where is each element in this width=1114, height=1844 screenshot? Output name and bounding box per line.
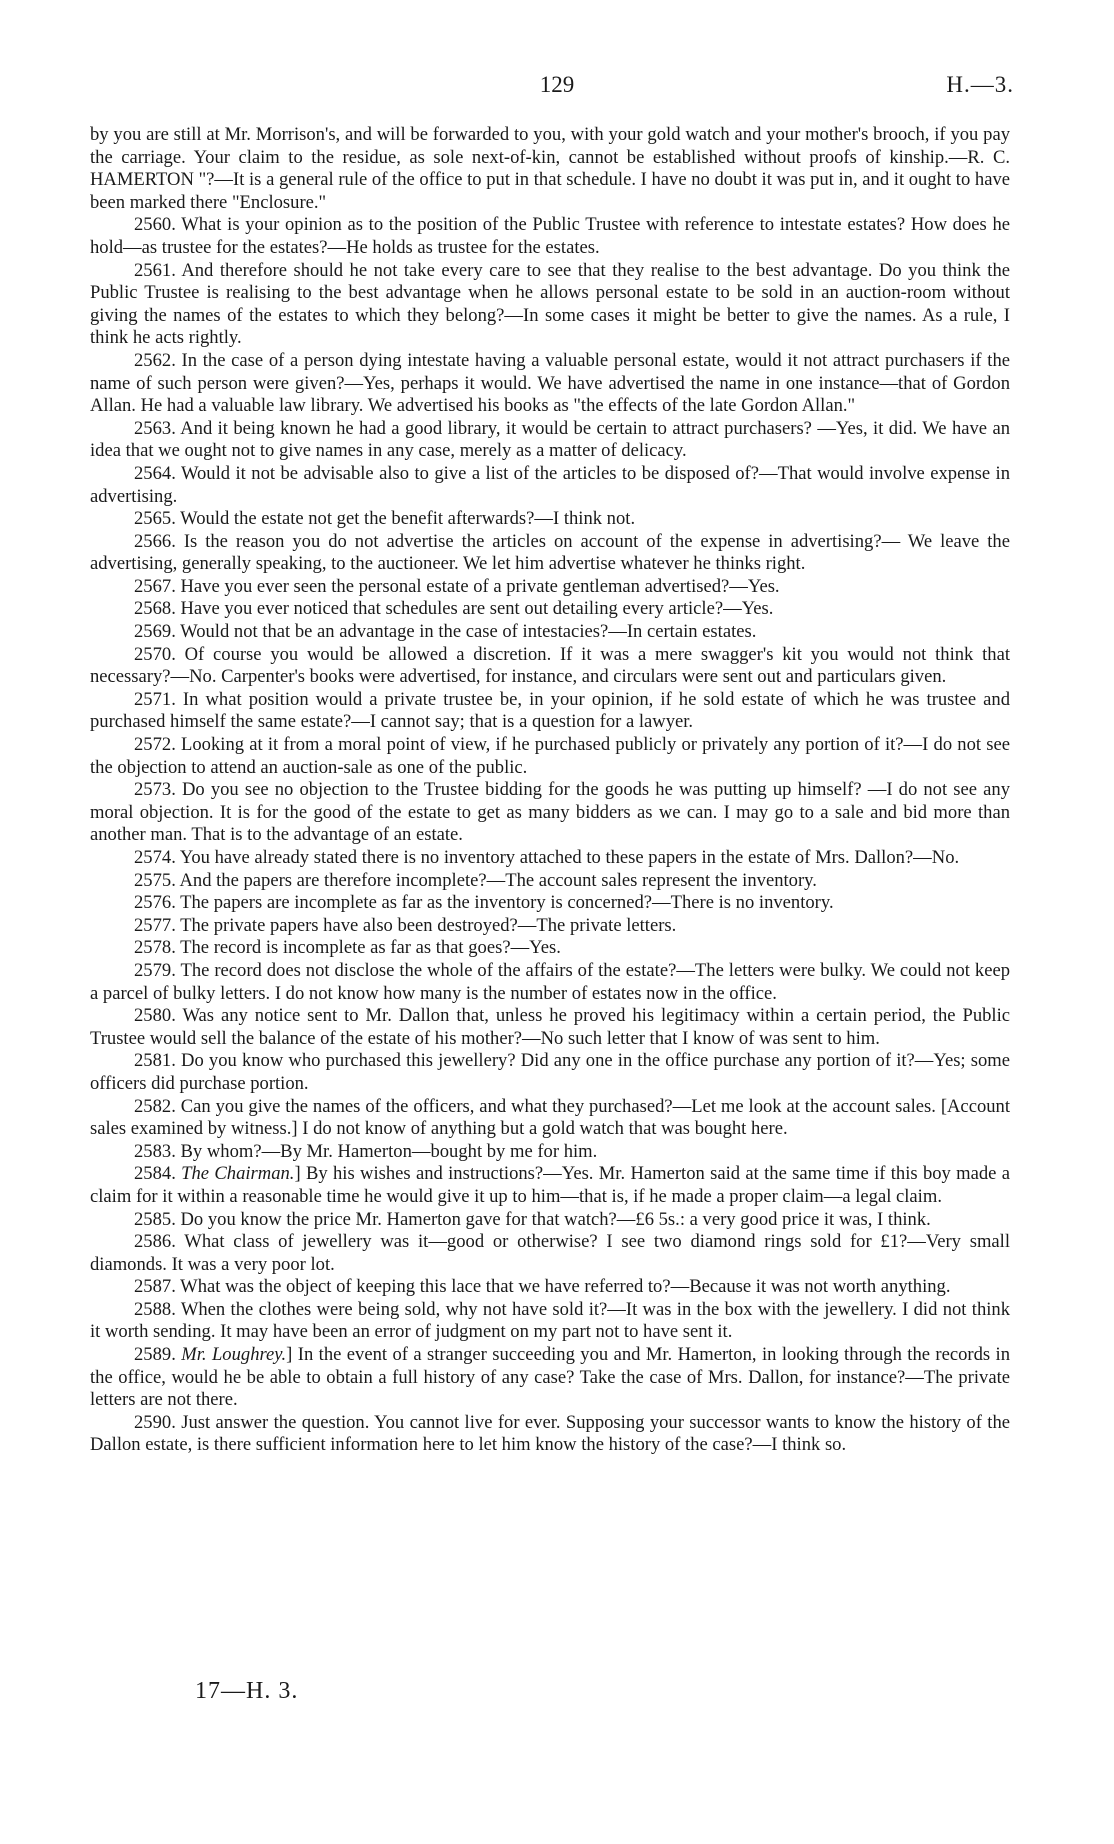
testimony-paragraph: [90, 960, 1010, 1005]
question-answer-text: Can you give the names of the officers, and what they purchased?—Let me look at the account sales. [Account sales examined by witness.] I do not know of anything but a gold watch that was bought here.: [90, 1095, 1010, 1140]
testimony-paragraph: [90, 937, 1010, 960]
question-number: 2582.: [134, 1095, 176, 1117]
question-answer-text: What was the object of keeping this lace that we have referred to?—Because it was not worth anything.: [180, 1276, 951, 1298]
question-answer-text: Just answer the question. You cannot live for ever. Supposing your successor wants to know the history of the Dallon estate, is there sufficient information here to let him know the history of the case?—I think so.: [90, 1411, 1010, 1456]
testimony-paragraph: [90, 576, 1010, 599]
question-answer-text: By whom?—By Mr. Hamerton—bought by me for him.: [180, 1140, 598, 1162]
question-answer-text: ] In the event of a stranger succeeding you and Mr. Hamerton, in looking through the records in the office, would he be able to obtain a full history of any case? Take the case of Mrs. Dallon, for instance?—The private letters are not there.: [90, 1344, 1010, 1411]
question-number: 2575.: [134, 869, 176, 891]
question-answer-text: Do you know who purchased this jewellery? Did any one in the office purchase any portion of it?—Yes; some officers did purchase portion.: [90, 1050, 1011, 1094]
speaker-name: Mr. Loughrey.: [181, 1344, 287, 1366]
testimony-paragraph: [90, 418, 1010, 463]
question-number: 2587.: [134, 1276, 176, 1298]
question-answer-text: Would it not be advisable also to give a list of the articles to be disposed of?—That would involve expense in advertising.: [90, 462, 1011, 507]
question-number: 2576.: [134, 892, 176, 914]
question-answer-text: Would not that be an advantage in the case of intestacies?—In certain estates.: [180, 621, 757, 643]
testimony-paragraph: [90, 621, 1010, 644]
testimony-paragraph: [90, 260, 1010, 350]
question-answer-text: The record does not disclose the whole of the affairs of the estate?—The letters were bulky. We could not keep a parcel of bulky letters. I do not know how many is the number of estates now in the office.: [90, 959, 1011, 1004]
question-number: 2586.: [134, 1231, 176, 1253]
testimony-paragraph: [90, 350, 1010, 418]
question-number: 2583.: [134, 1140, 176, 1162]
signature-mark: 17—H. 3.: [195, 1678, 299, 1704]
testimony-paragraph: [90, 1412, 1010, 1457]
testimony-paragraph: [90, 1299, 1010, 1344]
testimony-paragraph: [90, 1163, 1010, 1208]
question-number: 2572.: [134, 734, 176, 756]
question-answer-text: The papers are incomplete as far as the inventory is concerned?—There is no inventory.: [180, 892, 834, 914]
question-answer-text: Is the reason you do not advertise the articles on account of the expense in advertising?— We leave the advertising, generally speaking, to the auctioneer. We let him advertise whatever he thinks right.: [90, 530, 1010, 575]
document-reference: H.—3.: [946, 72, 1014, 97]
page-number: 129: [539, 72, 575, 97]
testimony-body: [90, 124, 1010, 1457]
testimony-paragraph: [90, 644, 1010, 689]
question-number: 2589.: [134, 1344, 176, 1366]
question-number: 2567.: [134, 575, 176, 597]
question-answer-text: ] By his wishes and instructions?—Yes. Mr. Hamerton said at the same time if this boy made a claim for it within a reasonable time he would give it up to him—that is, if he made a proper claim—a legal claim.: [90, 1163, 1011, 1207]
testimony-paragraph: [90, 463, 1010, 508]
question-number: 2564.: [134, 462, 176, 484]
question-answer-text: Was any notice sent to Mr. Dallon that, unless he proved his legitimacy within a certain period, the Public Trustee would sell the balance of the estate of his mother?—No such letter that I know of was sent to him.: [90, 1005, 1010, 1049]
question-answer-text: Would the estate not get the benefit afterwards?—I think not.: [180, 508, 636, 530]
testimony-paragraph: [90, 1231, 1010, 1276]
question-answer-text: Do you see no objection to the Trustee bidding for the goods he was putting up himself? —I do not see any moral objection. It is for the good of the estate to get as many bidders as we can. I may go to a sale and bid more than another man. That is to the advantage of an estate.: [90, 779, 1010, 846]
testimony-paragraph: [90, 779, 1010, 847]
testimony-paragraph: [90, 508, 1010, 531]
testimony-paragraph: [90, 1005, 1010, 1050]
question-answer-text: What class of jewellery was it—good or otherwise? I see two diamond rings sold for £1?—Very small diamonds. It was a very poor lot.: [90, 1231, 1011, 1275]
testimony-paragraph: [90, 734, 1010, 779]
question-number: 2578.: [134, 937, 176, 959]
question-answer-text: When the clothes were being sold, why not have sold it?—It was in the box with the jewellery. I did not think it worth sending. It may have been an error of judgment on my part not to have sent it.: [90, 1298, 1010, 1343]
question-answer-text: And it being known he had a good library, it would be certain to attract purchasers? —Yes, it did. We have an idea that we ought not to give names in any case, merely as a matter of delicacy.: [90, 417, 1010, 462]
question-answer-text: You have already stated there is no inventory attached to these papers in the estate of Mrs. Dallon?—No.: [179, 847, 960, 868]
testimony-paragraph: [90, 1209, 1010, 1232]
question-number: 2573.: [134, 779, 176, 801]
question-answer-text: In the case of a person dying intestate having a valuable personal estate, would it not attract purchasers if the name of such person were given?—Yes, perhaps it would. We have advertised the name in one instance—that of Gordon Allan. He had a valuable law library. We advertised his books as "the effects of the late Gordon Allan.": [90, 349, 1010, 417]
testimony-paragraph: [90, 1276, 1010, 1299]
question-answer-text: The private papers have also been destroyed?—The private letters.: [180, 914, 677, 936]
question-number: 2568.: [134, 598, 176, 620]
question-number: 2579.: [134, 959, 176, 981]
question-number: 2584.: [134, 1163, 176, 1185]
speaker-name: The Chairman.: [181, 1163, 295, 1185]
question-number: 2581.: [134, 1050, 176, 1072]
testimony-paragraph: [90, 214, 1010, 259]
question-number: 2585.: [134, 1208, 176, 1230]
question-number: 2580.: [134, 1005, 176, 1027]
question-answer-text: Have you ever noticed that schedules are sent out detailing every article?—Yes.: [180, 598, 774, 620]
question-number: 2560.: [134, 214, 176, 236]
testimony-paragraph: [90, 1141, 1010, 1164]
testimony-paragraph: [90, 531, 1010, 576]
testimony-paragraph: [90, 598, 1010, 621]
question-number: 2588.: [134, 1298, 176, 1320]
question-answer-text: In what position would a private trustee be, in your opinion, if he sold estate of which he was trustee and purchased himself the same estate?—I cannot say; that is a question for a lawyer.: [90, 688, 1011, 733]
question-answer-text: Of course you would be allowed a discretion. If it was a mere swagger's kit you would not think that necessary?—No. Carpenter's books were advertised, for instance, and circulars were sent out and particulars given.: [90, 643, 1010, 688]
intro-paragraph: by you are still at Mr. Morrison's, and will be forwarded to you, with your gold watch and your mother's brooch, if you pay the carriage. Your claim to the residue, as sole next-of-kin, cannot be established without proofs of kinship.—R. C. HAMERTON "?—It is a general rule of the office to put in that schedule. I have no doubt it was put in, and it ought to have been marked there "Enclosure.": [90, 124, 1010, 213]
question-number: 2571.: [134, 688, 176, 710]
question-number: 2563.: [134, 417, 176, 439]
question-answer-text: And the papers are therefore incomplete?—The account sales represent the inventory.: [179, 869, 817, 891]
testimony-paragraph: [90, 1050, 1010, 1095]
question-number: 2561.: [134, 259, 176, 281]
question-answer-text: Looking at it from a moral point of view, if he purchased publicly or privately any portion of it?—I do not see the objection to attend an auction-sale as one of the public.: [90, 734, 1010, 778]
testimony-paragraph: [90, 847, 1010, 870]
question-number: 2574.: [134, 847, 176, 868]
question-number: 2577.: [134, 914, 176, 936]
testimony-paragraph: [90, 1344, 1010, 1412]
question-answer-text: And therefore should he not take every care to see that they realise to the best advantage. Do you think the Public Trustee is realising to the best advantage when he allows personal estate to be sold in an auction-room without giving the names of the estates to which they belong?—In some cases it might be better to give the names. As a rule, I think he acts rightly.: [90, 259, 1010, 349]
question-answer-text: The record is incomplete as far as that goes?—Yes.: [180, 937, 561, 959]
question-number: 2565.: [134, 508, 176, 530]
testimony-paragraph: [90, 689, 1010, 734]
question-number: 2569.: [134, 621, 176, 643]
question-answer-text: Do you know the price Mr. Hamerton gave for that watch?—£6 5s.: a very good price it was, I think.: [180, 1208, 931, 1230]
question-number: 2562.: [134, 349, 176, 371]
question-answer-text: Have you ever seen the personal estate of a private gentleman advertised?—Yes.: [180, 575, 780, 597]
question-answer-text: What is your opinion as to the position of the Public Trustee with reference to intestate estates? How does he hold—as trustee for the estates?—He holds as trustee for the estates.: [90, 214, 1010, 258]
question-number: 2566.: [134, 530, 176, 552]
question-number: 2570.: [134, 643, 176, 665]
page-header: [0, 72, 1114, 102]
testimony-paragraph: [90, 892, 1010, 915]
testimony-paragraph: [90, 870, 1010, 893]
question-number: 2590.: [134, 1411, 176, 1433]
testimony-paragraph: [90, 1096, 1010, 1141]
testimony-paragraph: [90, 915, 1010, 938]
